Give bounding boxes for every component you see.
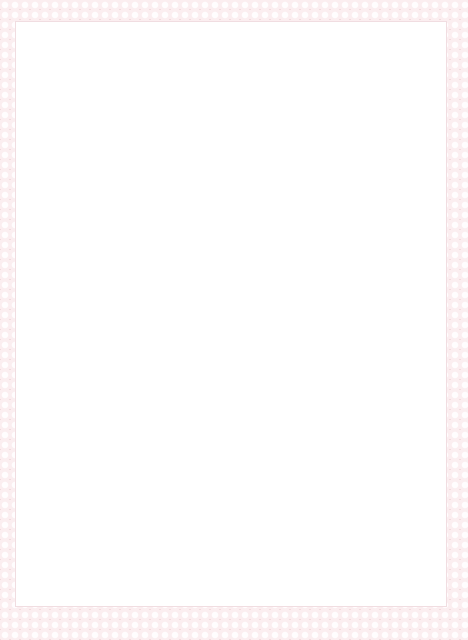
page [16, 22, 446, 606]
